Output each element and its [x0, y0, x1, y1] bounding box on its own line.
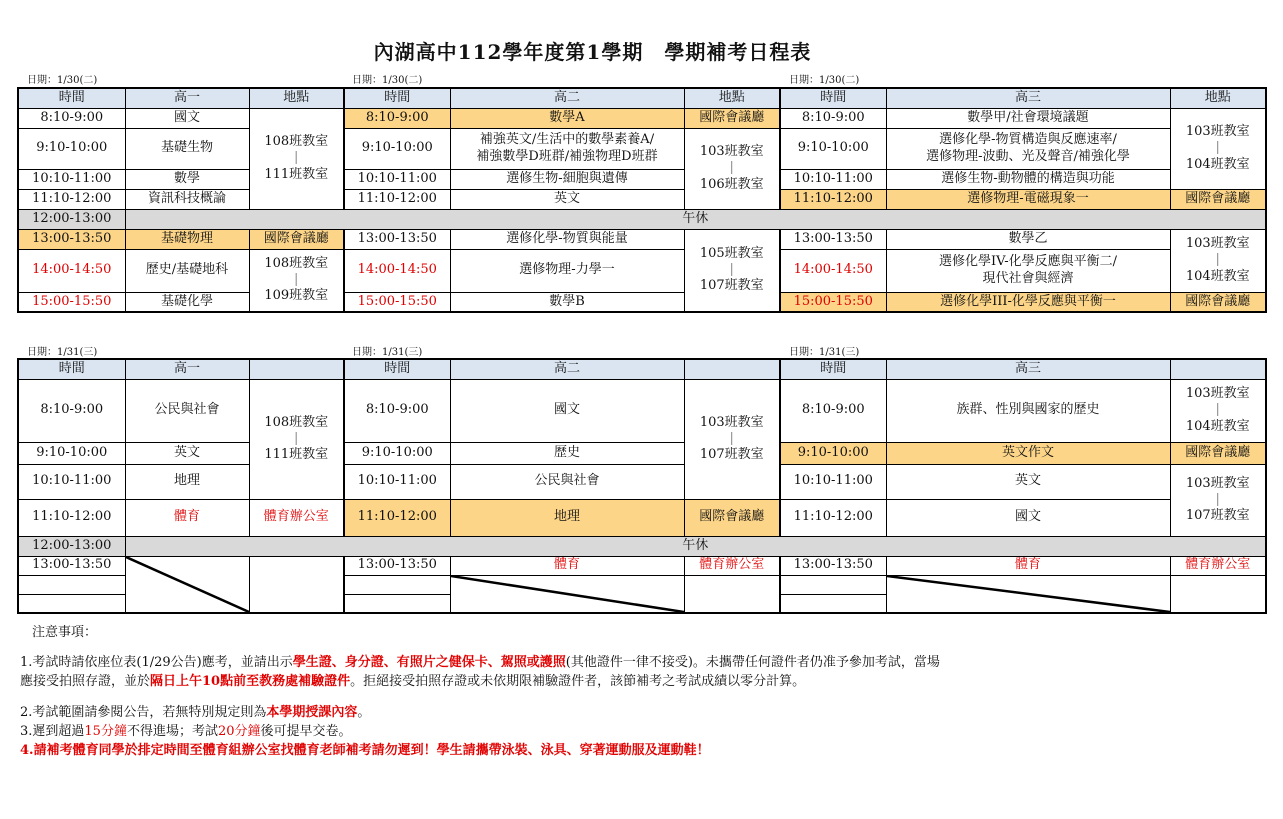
subject-cell: 基礎生物	[125, 128, 249, 169]
room-cell	[684, 379, 780, 499]
room-separator: |	[1215, 252, 1220, 268]
subject-cell: 國文	[450, 379, 684, 442]
subject-cell: 地理	[450, 499, 684, 536]
note-text: 。拒絕接受拍照存證或未依期限補驗證件者，該節補考之考試成績以零分計算。	[350, 674, 806, 689]
header-time: 時間	[344, 88, 450, 108]
subject-line: 補強英文/生活中的數學素養A/	[479, 132, 655, 148]
room-line: 108班教室	[264, 255, 329, 271]
place-cell: 體育辦公室	[1170, 556, 1266, 575]
place-cell: 體育辦公室	[249, 499, 344, 536]
room-separator: |	[729, 262, 734, 278]
subject-cell	[886, 249, 1170, 292]
place-cell: 國際會議廳	[1170, 189, 1266, 209]
day2-date-g3: 日期：1/31(三)	[789, 347, 860, 358]
subject-cell: 選修生物-動物體的構造與功能	[886, 169, 1170, 189]
time-cell: 8:10-9:00	[344, 108, 450, 128]
time-cell: 14:00-14:50	[18, 249, 125, 292]
day2-date-g1: 日期：1/31(三)	[27, 347, 98, 358]
subject-line: 選修物理-波動、光及聲音/補強化學	[926, 148, 1130, 164]
room-line: 107班教室	[1185, 508, 1250, 524]
room-line: 111班教室	[264, 166, 329, 182]
subject-cell: 國文	[886, 499, 1170, 536]
day1-date-g1: 日期：1/30(二)	[27, 75, 98, 86]
note-emphasis: 本學期授課內容	[266, 705, 358, 720]
empty-cell	[1170, 575, 1266, 613]
room-line: 109班教室	[264, 288, 329, 304]
room-cell	[249, 108, 344, 209]
room-line: 103班教室	[1185, 386, 1250, 402]
time-cell: 8:10-9:00	[780, 379, 886, 442]
room-separator: |	[294, 430, 299, 446]
time-cell: 13:00-13:50	[344, 556, 450, 575]
note-text: 應接受拍照存證，並於	[20, 674, 151, 689]
empty-slash-cell	[450, 575, 684, 613]
time-cell: 13:00-13:50	[780, 229, 886, 249]
header-time: 時間	[780, 88, 886, 108]
subject-cell: 國文	[125, 108, 249, 128]
subject-cell: 選修生物-細胞與遺傳	[450, 169, 684, 189]
time-cell: 13:00-13:50	[18, 556, 125, 575]
subject-cell: 體育	[450, 556, 684, 575]
subject-cell	[450, 128, 684, 169]
subject-cell: 公民與社會	[450, 464, 684, 499]
header-blank	[249, 359, 344, 379]
notes-heading: 注意事項：	[32, 625, 98, 640]
header-blank	[684, 359, 780, 379]
room-line: 103班教室	[1185, 236, 1250, 252]
subject-cell: 基礎物理	[125, 229, 249, 249]
room-cell	[249, 379, 344, 499]
day2-date-g2: 日期：1/31(三)	[352, 347, 423, 358]
subject-cell: 基礎化學	[125, 292, 249, 312]
time-cell: 10:10-11:00	[344, 169, 450, 189]
note-1-cont	[20, 672, 1220, 691]
room-cell	[1170, 108, 1266, 189]
room-separator: |	[729, 430, 734, 446]
room-cell	[1170, 464, 1266, 536]
lunch-time-cell: 12:00-13:00	[18, 536, 125, 556]
time-cell: 13:00-13:50	[344, 229, 450, 249]
header-time: 時間	[344, 359, 450, 379]
subject-cell: 歷史	[450, 442, 684, 464]
room-separator: |	[1215, 140, 1220, 156]
time-cell: 11:10-12:00	[344, 499, 450, 536]
subject-cell: 英文作文	[886, 442, 1170, 464]
time-cell: 10:10-11:00	[780, 464, 886, 499]
note-text: 3.遲到超過	[20, 724, 85, 739]
room-separator: |	[729, 160, 734, 176]
header-place: 地點	[1170, 88, 1266, 108]
subject-line: 現代社會與經濟	[982, 270, 1074, 286]
header-time: 時間	[18, 88, 125, 108]
note-2	[20, 703, 1220, 722]
note-emphasis: 學生證、身分證、有照片之健保卡、駕照或護照	[292, 655, 566, 670]
header-time: 時間	[18, 359, 125, 379]
subject-cell: 選修化學III-化學反應與平衡一	[886, 292, 1170, 312]
note-3	[20, 722, 1220, 741]
time-cell: 9:10-10:00	[18, 128, 125, 169]
room-line: 108班教室	[264, 414, 329, 430]
empty-slash-cell	[886, 575, 1170, 613]
subject-cell: 英文	[125, 442, 249, 464]
subject-cell: 體育	[125, 499, 249, 536]
room-cell	[1170, 379, 1266, 442]
header-place: 地點	[249, 88, 344, 108]
empty-cell	[684, 575, 780, 613]
time-cell: 10:10-11:00	[18, 464, 125, 499]
day1-date-g2: 日期：1/30(二)	[352, 75, 423, 86]
room-separator: |	[1215, 491, 1220, 507]
room-separator: |	[1215, 402, 1220, 418]
room-line: 104班教室	[1185, 156, 1250, 172]
place-cell: 國際會議廳	[684, 108, 780, 128]
time-cell: 8:10-9:00	[344, 379, 450, 442]
time-cell: 10:10-11:00	[780, 169, 886, 189]
note-4: 4.請補考體育同學於排定時間至體育組辦公室找體育老師補考請勿遲到！學生請攜帶泳裝、泳具、穿著運動服及運動鞋！	[20, 743, 710, 758]
header-place: 地點	[684, 88, 780, 108]
time-cell: 13:00-13:50	[18, 229, 125, 249]
room-cell	[684, 128, 780, 209]
room-line: 103班教室	[699, 414, 764, 430]
empty-cell	[780, 594, 886, 613]
room-line: 106班教室	[699, 176, 764, 192]
lunch-label: 午休	[125, 536, 1266, 556]
note-text: 1.考試時請依座位表(1/29公告)應考，並請出示	[20, 655, 293, 670]
time-cell: 9:10-10:00	[780, 128, 886, 169]
place-cell: 國際會議廳	[249, 229, 344, 249]
note-text: 。	[357, 705, 371, 720]
room-line: 107班教室	[699, 447, 764, 463]
day1-schedule-table	[17, 87, 1267, 313]
room-line: 103班教室	[1185, 475, 1250, 491]
time-cell: 11:10-12:00	[18, 189, 125, 209]
place-cell: 國際會議廳	[1170, 292, 1266, 312]
room-separator: |	[294, 272, 299, 288]
subject-cell: 地理	[125, 464, 249, 499]
room-cell	[684, 229, 780, 312]
subject-cell: 數學	[125, 169, 249, 189]
subject-line: 選修化學IV-化學反應與平衡二/	[938, 254, 1118, 270]
room-line: 107班教室	[699, 278, 764, 294]
time-cell: 14:00-14:50	[344, 249, 450, 292]
time-cell: 10:10-11:00	[18, 169, 125, 189]
empty-cell	[780, 575, 886, 594]
day1-date-g3: 日期：1/30(二)	[789, 75, 860, 86]
header-blank	[1170, 359, 1266, 379]
subject-cell: 數學甲/社會環境議題	[886, 108, 1170, 128]
subject-cell: 資訊科技概論	[125, 189, 249, 209]
subject-cell: 歷史/基礎地科	[125, 249, 249, 292]
time-cell: 15:00-15:50	[18, 292, 125, 312]
place-cell: 體育辦公室	[684, 556, 780, 575]
subject-cell: 數學B	[450, 292, 684, 312]
subject-line: 選修化學-物質構造與反應速率/	[939, 132, 1117, 148]
room-line: 104班教室	[1185, 418, 1250, 434]
time-cell: 14:00-14:50	[780, 249, 886, 292]
place-cell: 國際會議廳	[1170, 442, 1266, 464]
subject-cell	[886, 128, 1170, 169]
notes-section	[20, 623, 1220, 760]
note-text: 後可提早交卷。	[260, 724, 352, 739]
subject-cell: 選修物理-力學一	[450, 249, 684, 292]
time-cell: 15:00-15:50	[344, 292, 450, 312]
room-cell	[1170, 229, 1266, 292]
time-cell: 11:10-12:00	[780, 499, 886, 536]
subject-line: 補強數學D班群/補強物理D班群	[476, 148, 658, 164]
header-g3: 高三	[886, 88, 1170, 108]
time-cell: 11:10-12:00	[18, 499, 125, 536]
subject-cell: 英文	[886, 464, 1170, 499]
note-text: 2.考試範圍請參閱公告，若無特別規定則為	[20, 705, 267, 720]
subject-cell: 公民與社會	[125, 379, 249, 442]
time-cell: 8:10-9:00	[18, 379, 125, 442]
subject-cell: 英文	[450, 189, 684, 209]
header-g1: 高一	[125, 88, 249, 108]
empty-cell	[249, 556, 344, 613]
room-line: 108班教室	[264, 134, 329, 150]
subject-cell: 選修化學-物質與能量	[450, 229, 684, 249]
time-cell: 10:10-11:00	[344, 464, 450, 499]
day2-schedule-table	[17, 358, 1267, 614]
header-g1: 高一	[125, 359, 249, 379]
time-cell: 11:10-12:00	[344, 189, 450, 209]
subject-cell: 數學乙	[886, 229, 1170, 249]
room-line: 103班教室	[699, 144, 764, 160]
header-g3: 高三	[886, 359, 1170, 379]
time-cell: 8:10-9:00	[780, 108, 886, 128]
lunch-time-cell: 12:00-13:00	[18, 209, 125, 229]
room-line: 103班教室	[1185, 124, 1250, 140]
header-g2: 高二	[450, 359, 684, 379]
lunch-label: 午休	[125, 209, 1266, 229]
time-cell: 9:10-10:00	[344, 128, 450, 169]
time-cell: 8:10-9:00	[18, 108, 125, 128]
note-emphasis: 20分鐘	[217, 724, 261, 739]
room-line: 111班教室	[264, 447, 329, 463]
empty-cell	[18, 594, 125, 613]
note-1	[20, 653, 1220, 672]
header-g2: 高二	[450, 88, 684, 108]
room-separator: |	[294, 150, 299, 166]
page-title: 內湖高中112學年度第1學期 學期補考日程表	[373, 40, 812, 64]
subject-cell: 選修物理-電磁現象一	[886, 189, 1170, 209]
note-emphasis: 15分鐘	[84, 724, 127, 739]
room-cell	[249, 249, 344, 312]
subject-cell: 族群、性別與國家的歷史	[886, 379, 1170, 442]
header-time: 時間	[780, 359, 886, 379]
time-cell: 9:10-10:00	[344, 442, 450, 464]
room-line: 105班教室	[699, 245, 764, 261]
empty-cell	[344, 575, 450, 594]
empty-cell	[18, 575, 125, 594]
place-cell: 國際會議廳	[684, 499, 780, 536]
note-emphasis: 隔日上午10點前至教務處補驗證件	[150, 674, 351, 689]
time-cell: 13:00-13:50	[780, 556, 886, 575]
time-cell: 11:10-12:00	[780, 189, 886, 209]
subject-cell: 數學A	[450, 108, 684, 128]
time-cell: 9:10-10:00	[780, 442, 886, 464]
subject-cell: 體育	[886, 556, 1170, 575]
room-line: 104班教室	[1185, 268, 1250, 284]
time-cell: 9:10-10:00	[18, 442, 125, 464]
empty-slash-cell	[125, 556, 249, 613]
empty-cell	[344, 594, 450, 613]
note-text: (其他證件一律不接受)。未攜帶任何證件者仍准予參加考試，當場	[565, 655, 940, 670]
note-text: 不得進場；考試	[126, 724, 218, 739]
time-cell: 15:00-15:50	[780, 292, 886, 312]
